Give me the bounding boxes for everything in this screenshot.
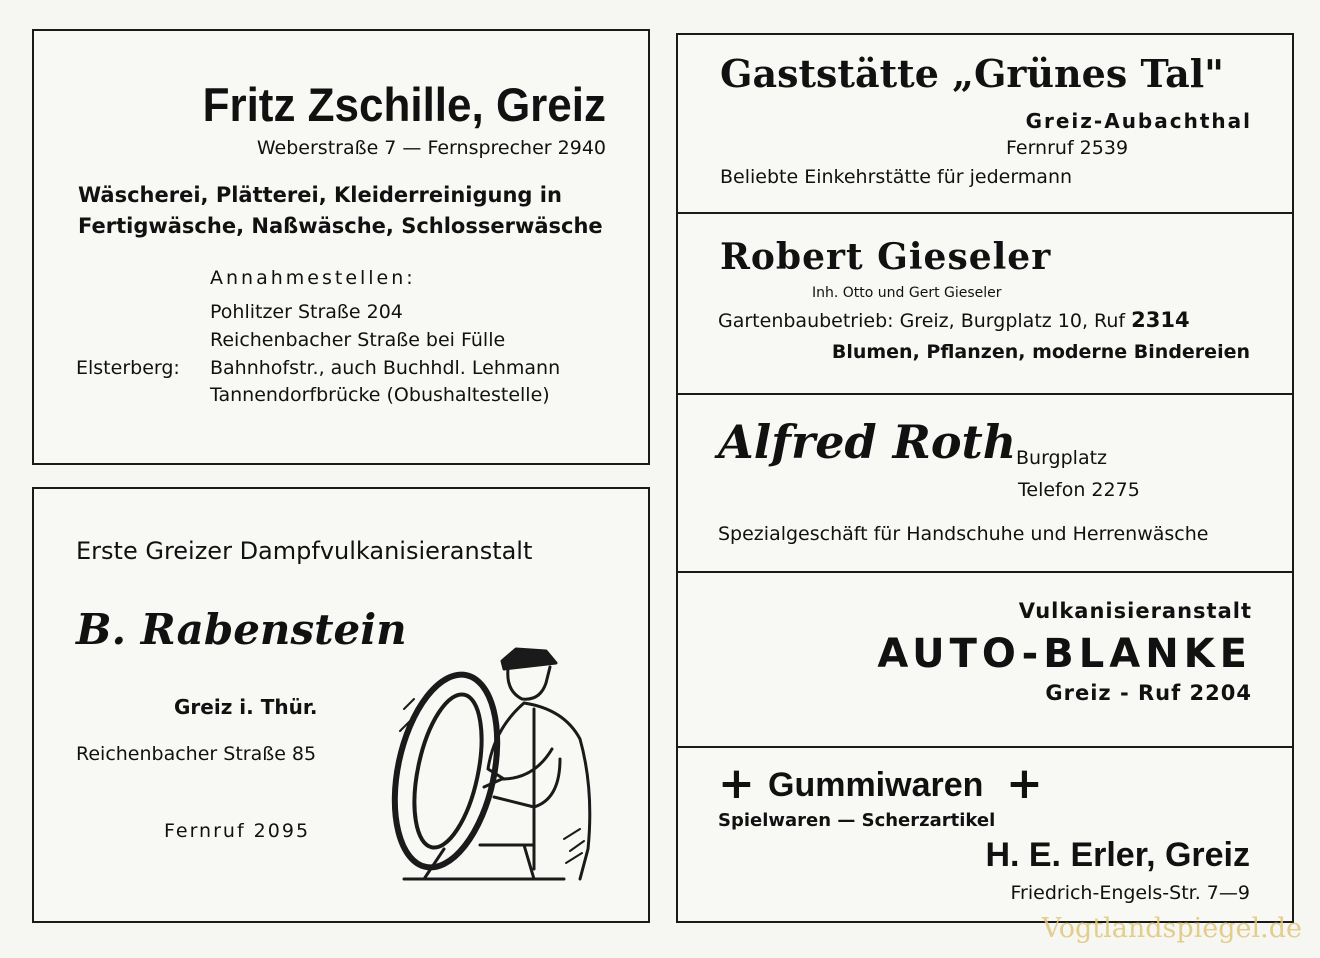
blanke-contact: Greiz - Ruf 2204 — [1045, 681, 1252, 705]
ad-roth — [676, 395, 1294, 571]
mechanic-cap — [502, 649, 556, 669]
work-stand — [404, 845, 564, 879]
zschille-services-line1: Wäscherei, Plätterei, Kleiderreinigung in — [78, 183, 562, 207]
rabenstein-street: Reichenbacher Straße 85 — [76, 743, 317, 765]
gieseler-owners: Inh. Otto und Gert Gieseler — [812, 285, 1002, 301]
gruenes-tal-name: Gaststätte „Grünes Tal" — [720, 51, 1224, 96]
gieseler-name: Robert Gieseler — [720, 236, 1052, 278]
gruenes-tal-place: Greiz-Aubachthal — [1025, 109, 1252, 133]
roth-phone: Telefon 2275 — [1018, 479, 1140, 501]
blanke-kind: Vulkanisieranstalt — [1018, 599, 1252, 623]
erler-name: H. E. Erler, Greiz — [985, 836, 1250, 874]
plus-icon-left: + — [718, 758, 755, 809]
gruenes-tal-phone: Fernruf 2539 — [1006, 137, 1129, 159]
ad-gieseler — [676, 214, 1294, 393]
gieseler-address: Gartenbaubetrieb: Greiz, Burgplatz 10, Ruf — [718, 310, 1132, 332]
zschille-annahme-heading: Annahmestellen: — [210, 267, 416, 289]
plus-icon-right: + — [1006, 758, 1043, 809]
roth-street: Burgplatz — [1016, 447, 1108, 469]
gieseler-address-line — [718, 308, 1190, 332]
erler-address: Friedrich-Engels-Str. 7—9 — [1010, 882, 1250, 904]
zschille-annahme-4: Tannendorfbrücke (Obushaltestelle) — [210, 384, 550, 406]
erler-goods: Spielwaren — Scherzartikel — [718, 810, 996, 831]
erler-headline: Gummiwaren — [768, 766, 984, 804]
rabenstein-phone: Fernruf 2095 — [164, 820, 311, 842]
watermark: Vogtlandspiegel.de — [1041, 913, 1302, 944]
zschille-annahme-2: Reichenbacher Straße bei Fülle — [210, 329, 506, 351]
ad-rabenstein — [32, 487, 650, 923]
ad-gruenes-tal — [676, 33, 1294, 212]
rabenstein-city: Greiz i. Thür. — [174, 695, 318, 719]
zschille-elsterberg-label: Elsterberg: — [76, 357, 180, 379]
mechanic-tire-illustration — [384, 639, 624, 899]
ad-erler — [676, 748, 1294, 921]
ad-zschille — [32, 29, 650, 465]
ad-auto-blanke — [676, 573, 1294, 746]
roth-name: Alfred Roth — [718, 415, 1017, 469]
gieseler-phone: 2314 — [1131, 308, 1190, 332]
zschille-title: Fritz Zschille, Greiz — [202, 79, 606, 132]
mechanic-body — [488, 703, 590, 879]
mechanic-face — [508, 667, 550, 699]
zschille-annahme-1: Pohlitzer Straße 204 — [210, 301, 403, 323]
zschille-address: Weberstraße 7 — Fernsprecher 2940 — [256, 137, 606, 159]
gieseler-products: Blumen, Pflanzen, moderne Bindereien — [831, 341, 1250, 363]
zschille-annahme-3: Bahnhofstr., auch Buchhdl. Lehmann — [210, 357, 561, 379]
rabenstein-tagline: Erste Greizer Dampfvulkanisieranstalt — [76, 537, 533, 565]
gruenes-tal-slogan: Beliebte Einkehrstätte für jedermann — [720, 166, 1073, 188]
blanke-name: AUTO-BLANKE — [877, 631, 1252, 677]
rabenstein-name: B. Rabenstein — [76, 605, 407, 654]
roth-specialty: Spezialgeschäft für Handschuhe und Herrenwäsche — [718, 523, 1209, 545]
zschille-services-line2: Fertigwäsche, Naßwäsche, Schlosserwäsche — [78, 214, 603, 238]
